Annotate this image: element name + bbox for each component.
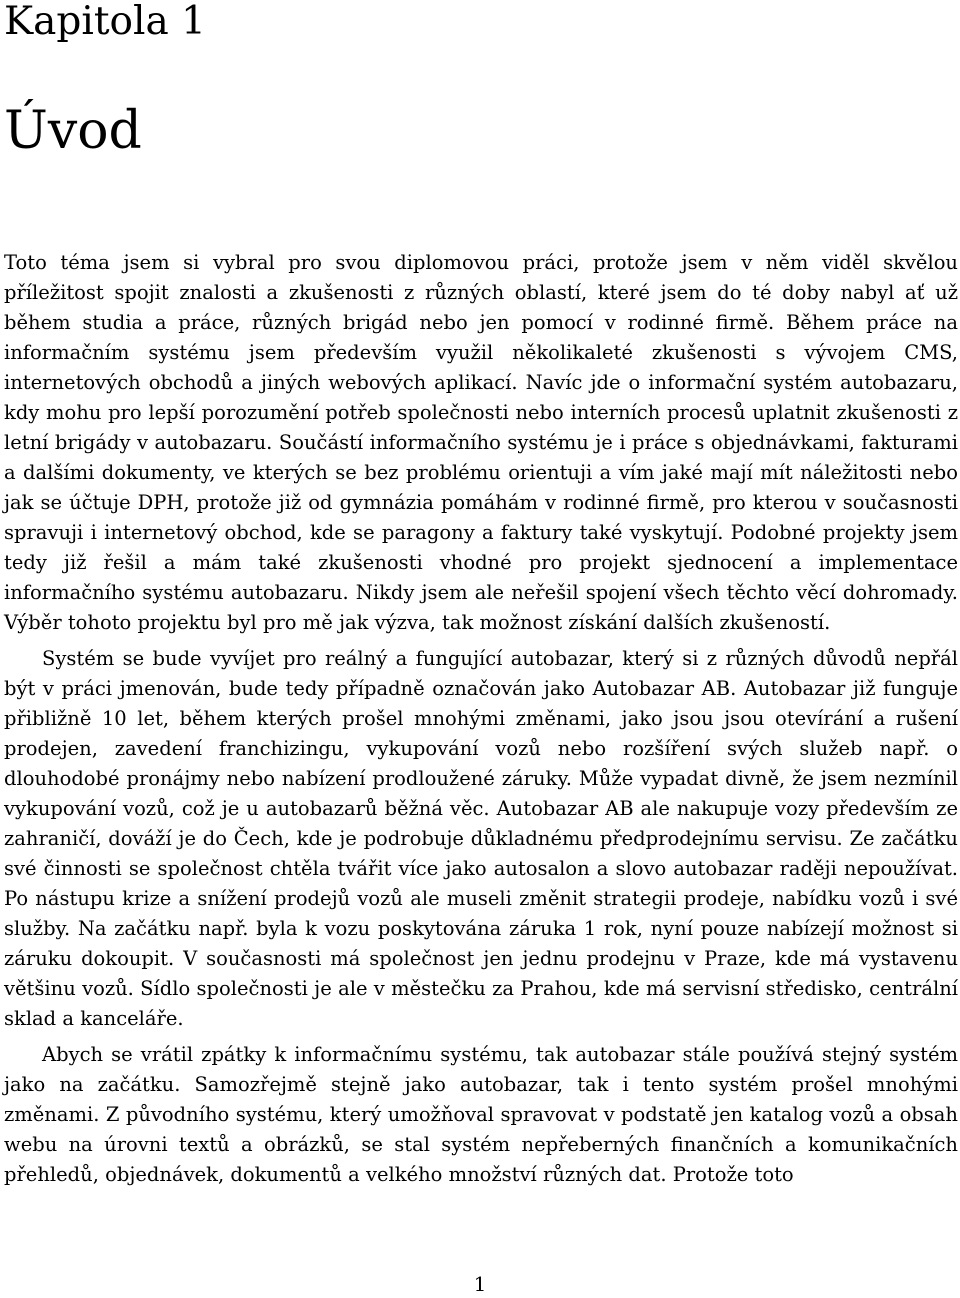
chapter-title: Úvod	[4, 101, 142, 161]
paragraph: Abych se vrátil zpátky k informačnímu systému, tak autobazar stále používá stejný systém jako na začátku. Samozřejmě stejně jako autobazar, tak i tento systém prošel mnohými změnami. Z původního systému, který umožňoval spravovat v podstatě jen katalog vozů a obsah webu na úrovni textů a obrázků, se stal systém nepřeberných finančních a komunikačních přehledů, objednávek, dokumentů a velkého množství různých dat. Protože toto	[4, 1043, 958, 1186]
paragraph: Systém se bude vyvíjet pro reálný a fungující autobazar, který si z různých důvodů nepřál být v práci jmenován, bude tedy případně označován jako Autobazar AB. Autobazar již funguje přibližně 10 let, během kterých prošel mnohými změnami, jako jsou jsou otevírání a rušení prodejen, zavedení franchizingu, vykupování vozů nebo rozšíření svých služeb např. o dlouhodobé pronájmy nebo nabízení prodloužené záruky. Může vypadat divně, že jsem nezmínil vykupování vozů, což je u autobazarů běžná věc. Autobazar AB ale nakupuje vozy především ze zahraničí, dováží je do Čech, kde je podrobuje důkladnému předprodejnímu servisu. Ze začátku své činnosti se společnost chtěla tvářit více jako autosalon a slovo autobazar raději nepoužívat. Po nástupu krize a snížení prodejů vozů ale museli změnit strategii prodeje, nabídku vozů i své služby. Na začátku např. byla k vozu poskytována záruka 1 rok, nyní pouze nabízejí možnost si záruku dokoupit. V současnosti má společnost jen jednu prodejnu v Praze, kde má vystavenu většinu vozů. Sídlo společnosti je ale v městečku za Prahou, kde má servisní středisko, centrální sklad a kanceláře.	[4, 647, 958, 1030]
chapter-label: Kapitola 1	[4, 0, 206, 44]
paragraph: Toto téma jsem si vybral pro svou diplomovou práci, protože jsem v něm viděl skvělou příležitost spojit znalosti a zkušenosti z různých oblastí, které jsem do té doby nabyl ať už během studia a práce, různých brigád nebo jen pomocí v rodinné firmě. Během práce na informačním systému jsem především využil několikaleté zkušenosti s vývojem CMS, internetových obchodů a jiných webových aplikací. Navíc jde o informační systém autobazaru, kdy mohu pro lepší porozumění potřeb společnosti nebo interních procesů uplatnit zkušenosti z letní brigády v autobazaru. Součástí informačního systému je i práce s objednávkami, fakturami a dalšími dokumenty, ve kterých se bez problému orientuji a vím jaké mají mít náležitosti nebo jak se účtuje DPH, protože již od gymnázia pomáhám v rodinné firmě, pro kterou v současnosti spravuji i internetový obchod, kde se paragony a faktury také vyskytují. Podobné projekty jsem tedy již řešil a mám také zkušenosti vhodné pro projekt sjednocení a implementace informačního systému autobazaru. Nikdy jsem ale neřešil spojení všech těchto věcí dohromady. Výběr tohoto projektu byl pro mě jak výzva, tak možnost získání dalších zkušeností.	[4, 251, 958, 634]
body-text	[4, 248, 958, 1196]
page-number: 1	[473, 1272, 487, 1296]
